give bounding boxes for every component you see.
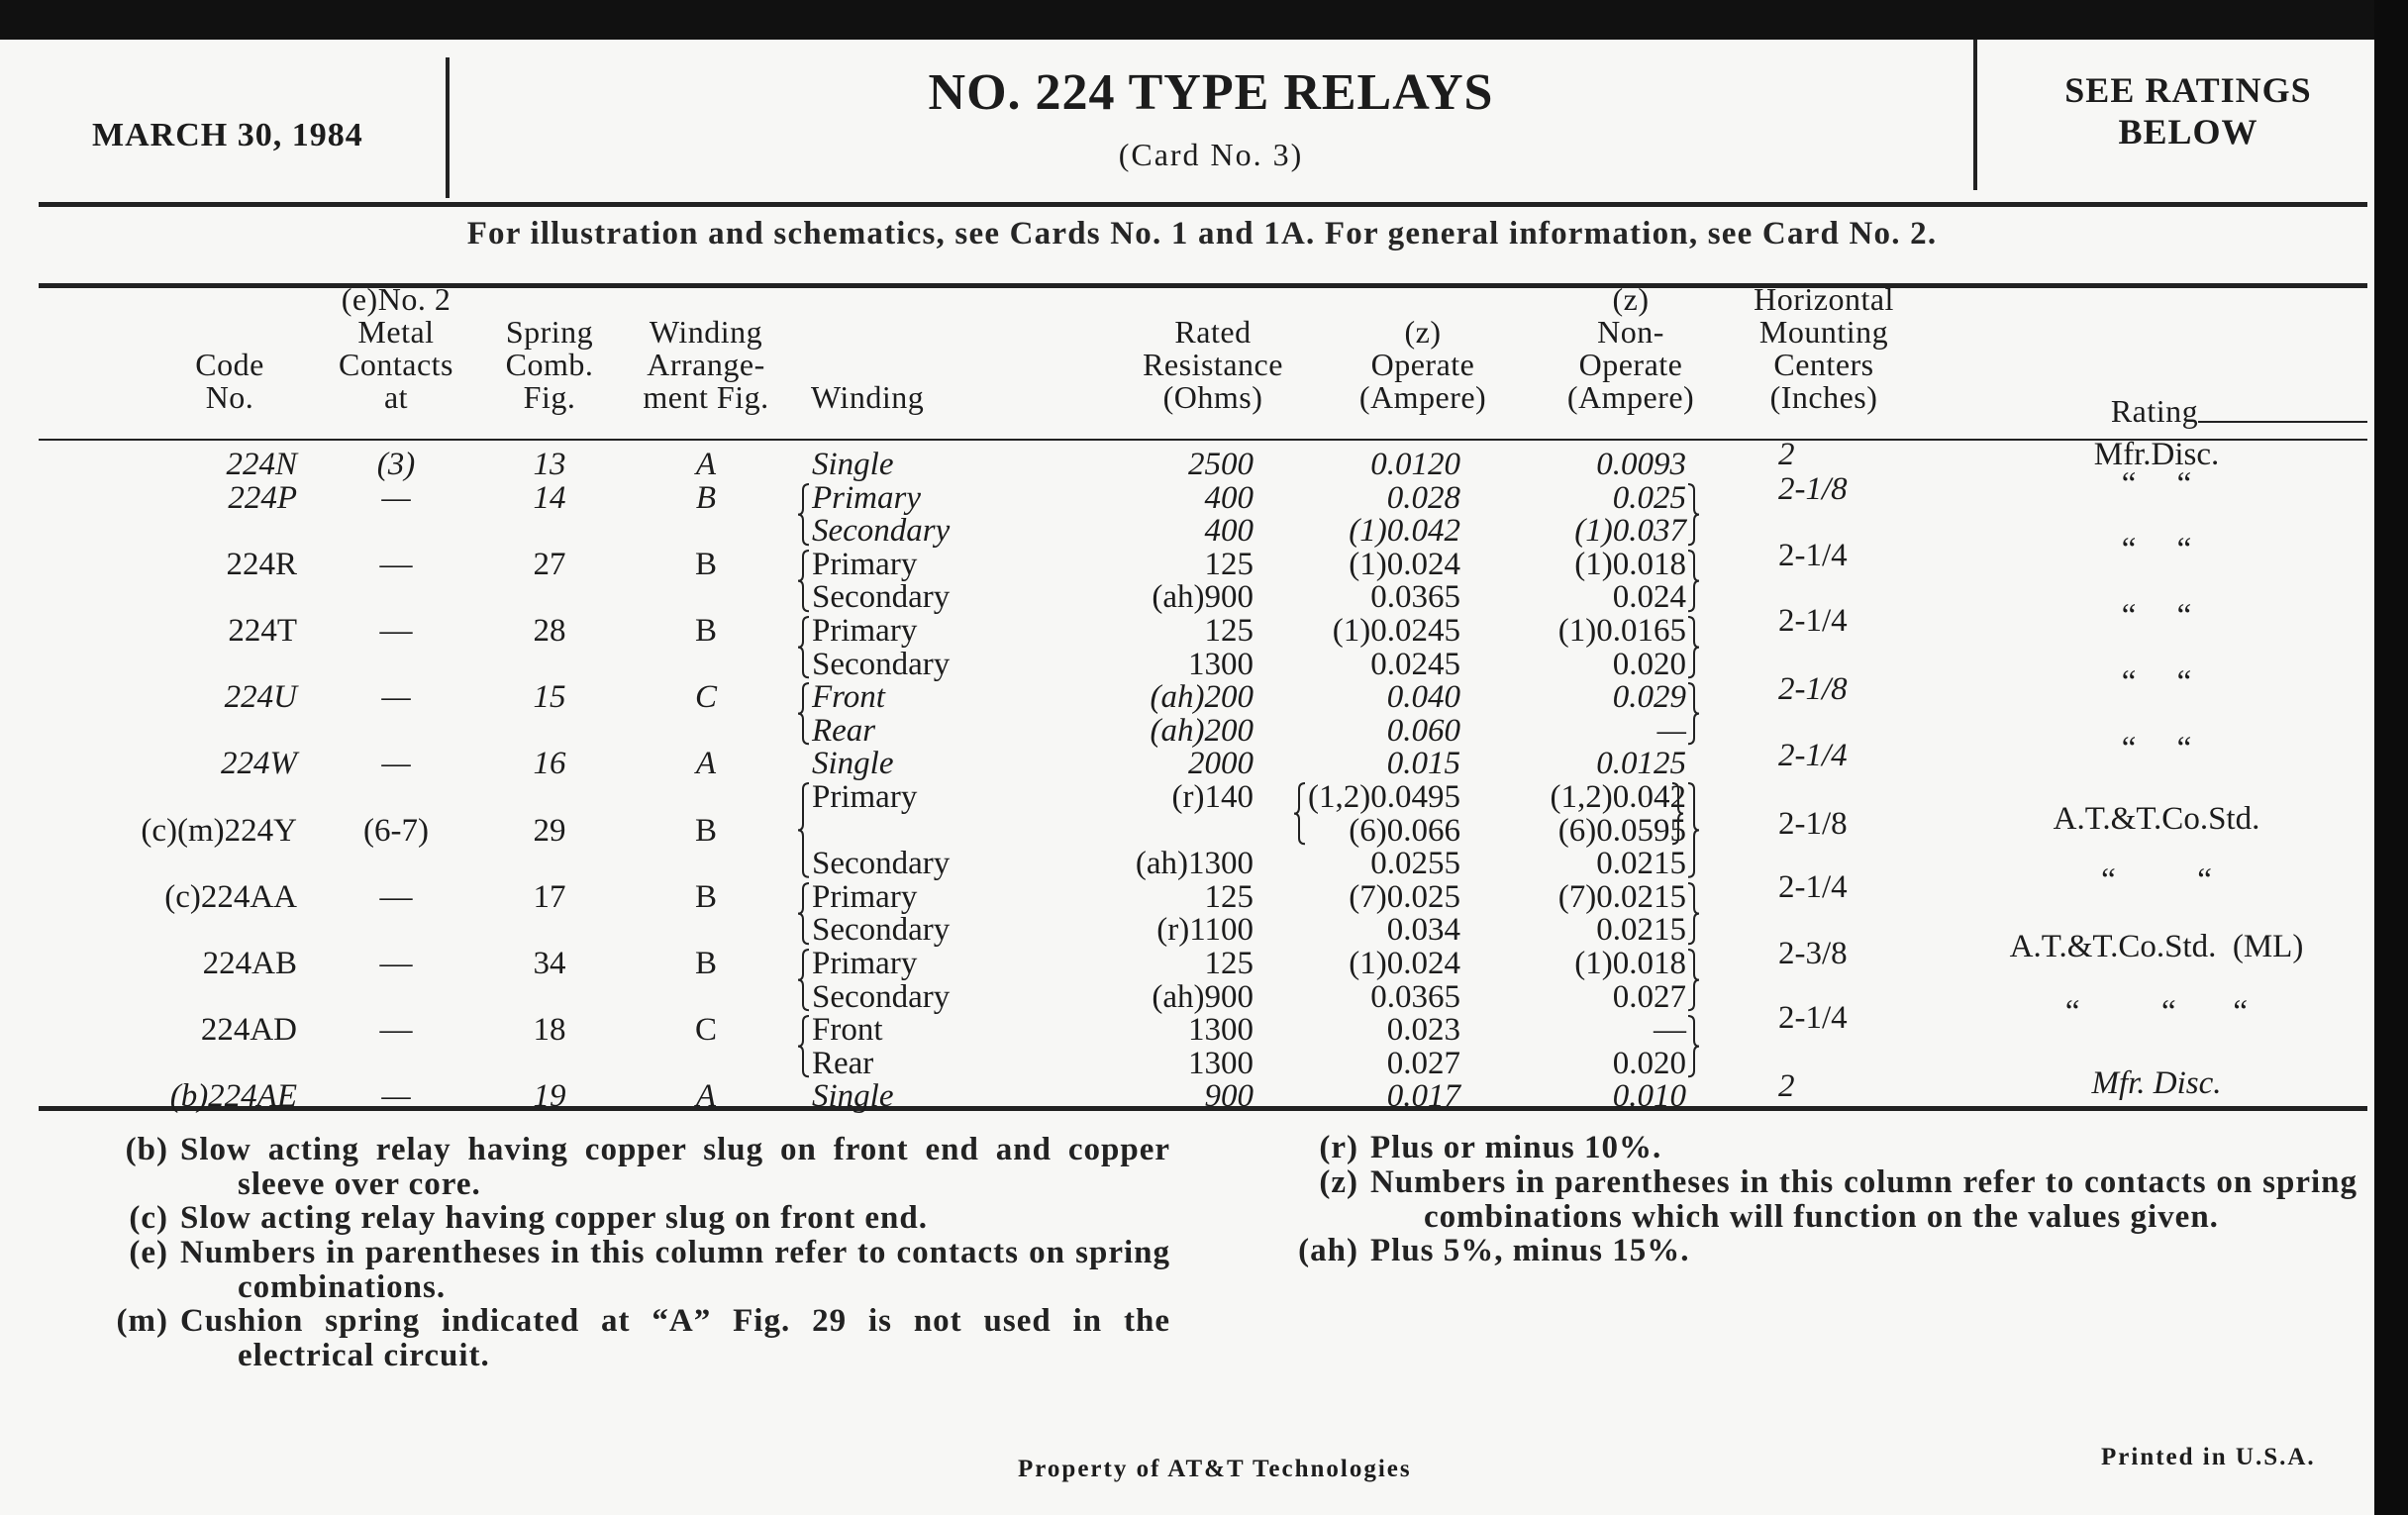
cell-rating: “ “ [2121,531,2192,567]
cell-winding: Rear [812,712,876,749]
cell-mounting: 2-3/8 [1778,935,1848,971]
left-brace-icon [798,484,810,545]
cell-op: (1)0.024 [1349,546,1460,582]
column-header-winding [811,381,924,414]
cell-res: (ah)200 [1150,712,1254,749]
cell-contacts: — [381,746,411,782]
column-header-line: Rated [1174,314,1252,350]
column-header-line: (z) [1404,314,1442,350]
cell-rating: “ “ [2121,466,2192,503]
column-header-line: (Ampere) [1358,379,1487,415]
column-header-line: Operate [1578,347,1683,382]
cell-winding: Primary [812,479,921,516]
cell-code: 224U [224,679,297,716]
rule-header [39,202,2367,207]
cell-arr: A [695,447,717,482]
cell-res: (ah)900 [1152,579,1254,616]
cell-arr: B [694,613,717,649]
footnote-text: Numbers in parentheses in this column refer to contacts on spring combinations. [180,1235,1170,1305]
footnote [116,1303,1170,1373]
cell-nonop: — [1656,712,1686,749]
property-notice: Property of AT&T Technologies [1018,1456,1412,1482]
right-brace-icon [1687,617,1699,677]
cell-code: 224W [221,746,297,782]
cell-arr: B [694,946,717,981]
cell-res: 400 [1204,513,1254,550]
footnote-label: (e) [129,1235,168,1270]
left-brace-icon [798,683,810,744]
cell-winding: Secondary [812,912,951,949]
cell-rating: Mfr.Disc. [2093,436,2220,472]
cell-nonop: (1)0.018 [1574,946,1686,981]
cell-op: 0.023 [1386,1012,1460,1049]
right-brace-icon [1687,950,1699,1010]
cell-op: 0.015 [1386,746,1460,782]
column-header-line: Contacts [339,347,453,382]
cell-winding: Secondary [812,978,951,1015]
cell-op: 0.017 [1386,1078,1460,1115]
cell-contacts: — [381,479,411,516]
right-brace-icon [1687,1016,1699,1076]
cell-arr: C [694,679,717,716]
cell-res: 900 [1204,1078,1254,1115]
footnote [125,1132,1170,1202]
cell-nonop: (1)0.037 [1574,513,1686,550]
cell-nonop: 0.024 [1612,579,1686,616]
cell-winding: Single [812,746,894,782]
cell-rating: “ “ [2121,664,2192,701]
see-ratings-line2: BELOW [2118,112,2258,152]
column-header-line: Horizontal [1754,281,1894,317]
cell-res: (ah)200 [1150,679,1254,716]
cell-spring: 13 [533,447,566,482]
footnote-label: (z) [1319,1164,1358,1200]
column-header-rating [2006,395,2303,428]
column-header-line: No. [205,379,254,415]
cell-op: 0.060 [1386,712,1460,749]
cell-res: 125 [1204,878,1254,915]
cell-nonop: 0.027 [1612,978,1686,1015]
column-header-arrangement [557,316,854,414]
cell-nonop: 0.029 [1612,679,1686,716]
cell-spring: 28 [533,613,566,649]
right-brace-icon [1687,683,1699,744]
cell-res: 1300 [1188,1045,1254,1081]
card-date: MARCH 30, 1984 [92,117,363,153]
cell-winding: Single [812,1078,894,1115]
cell-nonop: (7)0.0215 [1557,878,1686,915]
cell-code: (c)(m)224Y [141,812,297,849]
footnote-label: (ah) [1298,1233,1358,1268]
cell-mounting: 2-1/4 [1778,1000,1848,1037]
footnote-text: Slow acting relay having copper slug on front end and copper sleeve over core. [180,1132,1170,1202]
footnote [1319,1130,2358,1165]
cell-arr: A [695,746,717,782]
right-brace-icon [1671,783,1683,844]
cell-rating: “ “ [2121,731,2192,767]
cell-code: (c)224AA [164,878,297,915]
footnote [129,1200,1170,1236]
cell-winding: Front [812,679,885,716]
cell-res: 1300 [1188,1012,1254,1049]
cell-op: 0.0245 [1370,646,1460,682]
column-header-line: (z) [1612,281,1650,317]
cell-mounting: 2-1/4 [1778,602,1848,639]
column-header-line: Rating [2110,393,2199,429]
left-brace-icon [798,883,810,944]
column-header-line: (Inches) [1769,379,1878,415]
cell-arr: B [695,479,717,516]
column-header-line: (Ampere) [1566,379,1695,415]
cell-rating: Mfr. Disc. [2091,1064,2222,1101]
cell-op: (7)0.025 [1349,878,1460,915]
cell-op: (1)0.024 [1349,946,1460,981]
cell-contacts: — [381,679,411,716]
cell-winding: Rear [812,1045,874,1081]
cell-spring: 16 [533,746,566,782]
left-brace-icon [798,950,810,1010]
footnote-text: Numbers in parentheses in this column refer to contacts on spring combinations which will function on the values given. [1370,1164,2358,1235]
cell-op: (1)0.042 [1349,513,1460,550]
cell-spring: 34 [533,946,566,981]
cell-contacts: — [379,878,413,915]
cell-contacts: (6-7) [363,812,429,849]
cell-winding: Primary [812,546,918,582]
card-number: (Card No. 3) [1118,137,1304,172]
cell-nonop: 0.025 [1612,479,1686,516]
cell-op: 0.0365 [1370,579,1460,616]
cell-winding: Secondary [812,513,951,550]
right-brace-icon [1687,883,1699,944]
right-brace-icon [1687,484,1699,545]
cell-op: 0.0365 [1370,978,1460,1015]
column-header-line: Fig. [523,379,576,415]
cell-rating: A.T.&T.Co.Std. [2053,800,2260,837]
cell-spring: 18 [533,1012,566,1049]
cell-nonop: 0.020 [1612,646,1686,682]
cell-op: 0.040 [1386,679,1460,716]
reference-note: For illustration and schematics, see Cards No. 1 and 1A. For general information, see Card No. 2. [466,216,1938,252]
cell-mounting: 2-1/4 [1778,538,1848,574]
footnote-label: (m) [116,1303,168,1339]
footnote-text: Plus or minus 10%. [1370,1130,1662,1165]
cell-arr: A [695,1078,717,1115]
column-header-line: Mounting [1758,314,1889,350]
cell-contacts: — [381,1078,411,1115]
printed-notice: Printed in U.S.A. [2101,1444,2316,1470]
footnote [1298,1233,2358,1268]
cell-nonop: 0.0215 [1596,846,1686,882]
cell-winding: Primary [812,779,918,815]
cell-op: 0.034 [1386,912,1460,949]
cell-nonop: 0.020 [1612,1045,1686,1081]
cell-arr: C [694,1012,717,1049]
cell-op: (6)0.066 [1349,812,1460,849]
cell-contacts: — [379,613,413,649]
column-header-line: Metal [357,314,435,350]
footnote [1319,1164,2358,1235]
cell-res: (r)140 [1171,779,1254,815]
column-header-line: Resistance [1143,347,1283,382]
cell-code: 224N [226,447,297,482]
cell-mounting: 2-1/4 [1778,738,1848,773]
cell-nonop: (1)0.0165 [1557,613,1686,649]
cell-nonop: (1)0.018 [1574,546,1686,582]
column-header-line: Winding [649,314,763,350]
cell-contacts: (3) [376,447,416,482]
footnote-text: Cushion spring indicated at “A” Fig. 29 is not used in the electrical circuit. [180,1303,1170,1373]
cell-mounting: 2-1/4 [1778,868,1848,905]
cell-mounting: 2 [1778,436,1795,472]
footnote-label: (r) [1319,1130,1358,1165]
footnote [129,1235,1170,1305]
cell-code: 224P [228,479,297,516]
column-header-line: (e)No. 2 [341,281,452,317]
cell-nonop: (1,2)0.042 [1550,779,1686,815]
column-header-line: ment Fig. [643,379,769,415]
right-brace-icon [1687,551,1699,611]
cell-spring: 27 [533,546,566,582]
column-header-line: at [383,379,409,415]
left-brace-icon [1294,783,1306,844]
column-header-line: Comb. [505,347,594,382]
cell-rating: “ “ [2121,597,2192,634]
cell-spring: 14 [533,479,566,516]
cell-spring: 19 [533,1078,566,1115]
column-header-line: Arrange- [647,347,765,382]
cell-arr: B [694,812,717,849]
page-title: NO. 224 TYPE RELAYS [928,64,1494,121]
cell-op: 0.0120 [1370,447,1460,482]
column-header-line: Non- [1597,314,1664,350]
footnote-label: (b) [125,1132,168,1167]
cell-res: 125 [1204,613,1254,649]
cell-spring: 17 [533,878,566,915]
column-header-line: (Ohms) [1162,379,1263,415]
column-header-line: Operate [1370,347,1475,382]
cell-arr: B [694,546,717,582]
cell-res: (r)1100 [1156,912,1254,949]
cell-nonop: 0.0125 [1596,746,1686,782]
scan-border-right [2374,0,2408,1515]
cell-winding: Primary [812,613,918,649]
left-brace-icon [798,617,810,677]
cell-arr: B [694,878,717,915]
cell-res: (ah)1300 [1135,846,1254,882]
cell-res: 400 [1204,479,1254,516]
cell-code: 224T [228,613,297,649]
cell-mounting: 2-1/8 [1778,805,1848,842]
cell-mounting: 2 [1778,1068,1795,1105]
cell-rating: “ “ “ [2064,993,2249,1030]
left-brace-icon [798,551,810,611]
cell-contacts: — [379,946,413,981]
cell-mounting: 2-1/8 [1778,670,1848,707]
cell-op: 0.028 [1386,479,1460,516]
cell-rating: A.T.&T.Co.Std. (ML) [2009,929,2304,965]
see-ratings-note [1975,69,2401,152]
cell-winding: Single [812,447,894,482]
footnote-text: Plus 5%, minus 15%. [1370,1233,1690,1268]
column-header-line: Centers [1773,347,1874,382]
cell-winding: Secondary [812,846,951,882]
cell-res: 2500 [1188,447,1254,482]
column-header-line: Code [195,347,264,382]
cell-op: 0.0255 [1370,846,1460,882]
cell-res: 125 [1204,946,1254,981]
cell-winding: Secondary [812,646,951,682]
footnote-label: (c) [129,1200,168,1236]
cell-code: (b)224AE [169,1078,297,1115]
column-header-line: Spring [505,314,594,350]
cell-winding: Primary [812,946,918,981]
cell-spring: 15 [533,679,566,716]
cell-res: 125 [1204,546,1254,582]
cell-winding: Primary [812,878,918,915]
cell-code: 224R [226,546,297,582]
left-brace-icon [798,1016,810,1076]
cell-op: 0.027 [1386,1045,1460,1081]
cell-nonop: 0.0093 [1596,447,1686,482]
cell-op: (1)0.0245 [1332,613,1460,649]
cell-code: 224AD [200,1012,297,1049]
see-ratings-line1: SEE RATINGS [2064,70,2312,110]
cell-code: 224AB [202,946,297,981]
cell-contacts: — [379,1012,413,1049]
cell-res: (ah)900 [1152,978,1254,1015]
cell-rating: “ “ [2101,862,2212,898]
cell-spring: 29 [533,812,566,849]
column-header-mounting [1675,283,1972,414]
right-brace-icon [1687,783,1699,877]
cell-winding: Front [812,1012,883,1049]
cell-nonop: 0.010 [1612,1078,1686,1115]
scan-border-top [0,0,2408,40]
cell-nonop: 0.0215 [1596,912,1686,949]
cell-res: 2000 [1188,746,1254,782]
cell-res: 1300 [1188,646,1254,682]
cell-op: (1,2)0.0495 [1308,779,1460,815]
left-brace-icon [798,783,810,877]
cell-mounting: 2-1/8 [1778,471,1848,508]
cell-nonop: (6)0.0595 [1557,812,1686,849]
cell-winding: Secondary [812,579,951,616]
cell-contacts: — [379,546,413,582]
cell-nonop: — [1654,1012,1686,1049]
footnote-text: Slow acting relay having copper slug on front end. [180,1200,929,1236]
column-header-line: Winding [811,379,925,415]
